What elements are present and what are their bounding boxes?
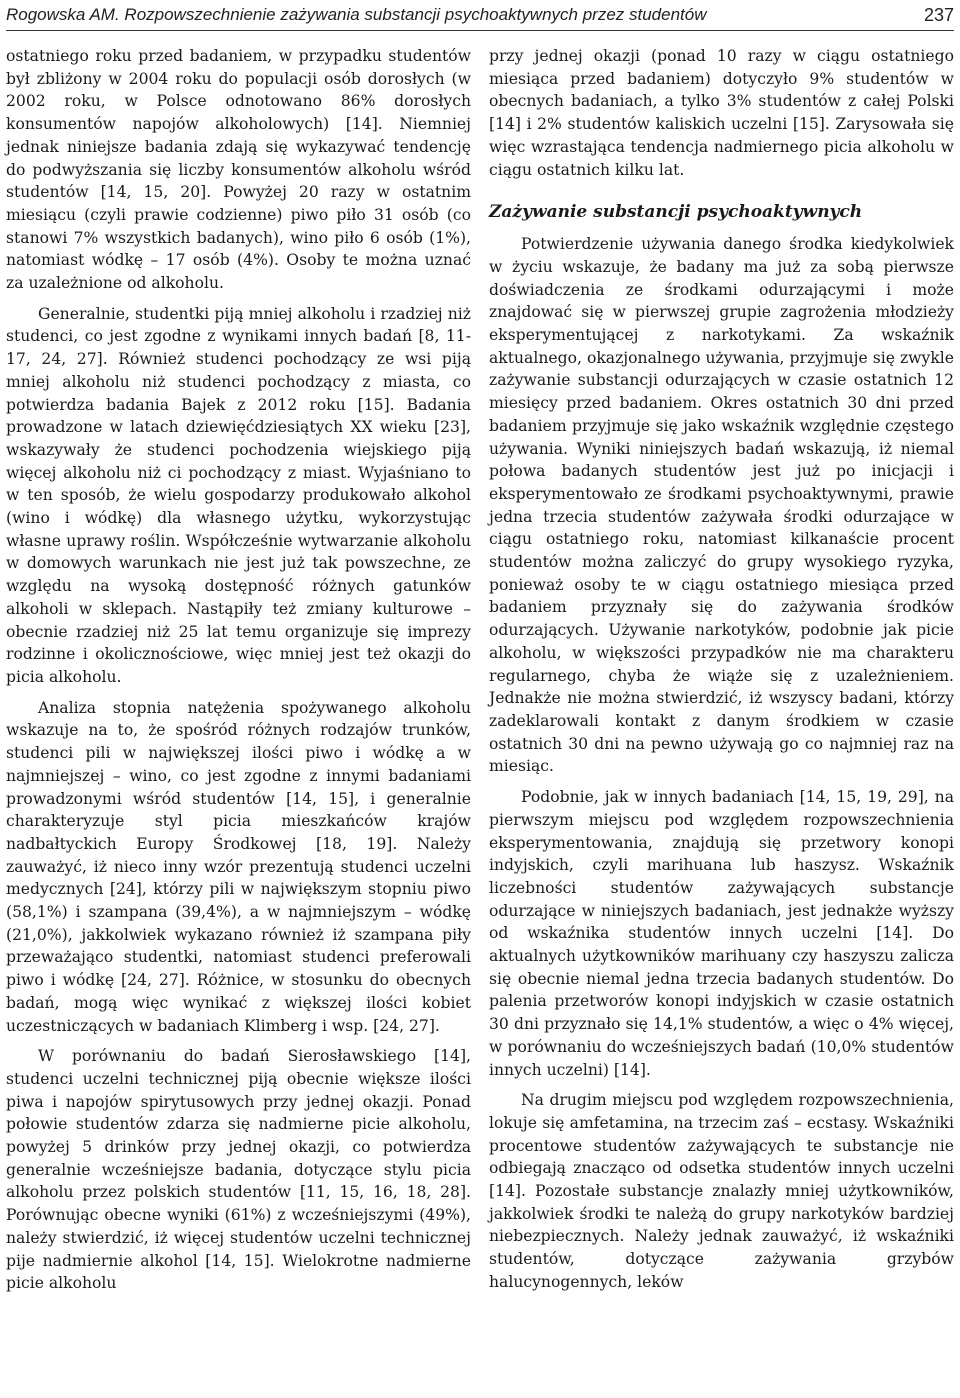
section-heading: Zażywanie substancji psychoaktywnych <box>489 202 863 223</box>
running-title: Rogowska AM. Rozpowszechnienie zażywania substancji psychoaktywnych przez studentów <box>6 5 707 24</box>
running-header <box>6 0 954 31</box>
body-columns <box>6 45 954 1295</box>
paragraph: W porównaniu do badań Sierosławskiego [14], studenci uczelni technicznej piją obecnie większe ilości piwa i napojów spirytusowych przy jednej okazji. Ponad połowie studentów zdarza się nadmierne picie alkoholu, powyżej 5 drinków przy jednej okazji, co potwierdza generalnie wcześniejsze badania, dotyczące stylu picia alkoholu przez polskich studentów [11, 15, 16, 18, 28]. Porównując obecne wyniki (61%) z wcześniejszymi (49%), należy stwierdzić, iż więcej studentów uczelni technicznej pije nadmiernie alkohol [14, 15]. Wielokrotne nadmierne picie alkoholu <box>6 1047 471 1293</box>
right-column <box>489 45 954 1295</box>
paragraph: Analiza stopnia natężenia spożywanego alkoholu wskazuje na to, że spośród różnych rodzajów trunków, studenci pili w największej ilości piwo i wódkę a w najmniejszej – wino, co jest zgodne z innymi badaniami prowadzonymi wśród studentów [14, 15], i generalnie charakteryzuje styl picia mieszkańców krajów nadbałtyckich Europy Środkowej [18, 19]. Należy zauważyć, iż nieco inny wzór prezentują studenci uczelni medycznych [24], którzy pili w największym stopniu piwo (58,1%) i szampana (39,4%), a w najmniejszym – wódkę (21,0%), jakkolwiek wykazano również iż szampana piły przeważająco studentki, natomiast studenci preferowali piwo i wódkę [24, 27]. Różnice, w stosunku do obecnych badań, mogą więc wynikać z większej ilości kobiet uczestniczących w badaniach Klimberg i wsp. [24, 27]. <box>6 698 471 1035</box>
paragraph: ostatniego roku przed badaniem, w przypadku studentów był zbliżony w 2004 roku do populacji osób dorosłych (w 2002 roku, w Polsce odnotowano 86% dorosłych konsumentów napojów alkoholowych) [14]. Niemniej jednak niniejsze badania zdają się wykazywać tendencję do podwyższania się liczby konsumentów alkoholu wśród studentów [14, 15, 20]. Powyżej 20 razy w ostatnim miesiącu (czyli prawie codzienne) piwo piło 31 osób (co stanowi 7% wszystkich badanych), wino piło 6 osób (1%), natomiast wódkę – 17 osób (4%). Osoby te można uznać za uzależnione od alkoholu. <box>6 47 471 293</box>
paragraph: Podobnie, jak w innych badaniach [14, 15, 19, 29], na pierwszym miejscu pod względem rozpowszechnienia eksperymentowania, znajdują się przetwory konopi indyjskich, czyli marihuana lub haszysz. Wskaźnik liczebności studentów zażywających substancje odurzające w niniejszych badaniach, jest jednakże wyższy od wskaźnika studentów innych uczelni [14]. Do aktualnych użytkowników marihuany czy haszyszu zalicza się obecnie niemal jedna trzecia badanych studentów. Do palenia przetworów konopi indyjskich w czasie ostatnich 30 dni przyznało się 14,1% studentów, a więc o 4% więcej, w porównaniu do wcześniejszych badań (10,0% studentów innych uczelni) [14]. <box>489 788 954 1079</box>
left-column <box>6 45 471 1295</box>
paragraph: Na drugim miejscu pod względem rozpowszechnienia, lokuje się amfetamina, na trzecim zaś – ecstasy. Wskaźniki procentowe studentów zażywających te substancje nie odbiegają znacząco od odsetka studentów innych uczelni [14]. Pozostałe substancje znalazły mniej użytkowników, jakkolwiek środki te należą do grupy narkotyków bardziej niebezpiecznych. Należy jednak zauważyć, iż wskaźniki studentów, dotyczące zażywania grzybów halucynogennych, leków <box>489 1091 954 1291</box>
paragraph: Potwierdzenie używania danego środka kiedykolwiek w życiu wskazuje, że badany ma już za sobą pierwsze doświadczenia ze środkami odurzającymi i może znajdować się w pierwszej grupie zagrożenia młodzieży eksperymentującej z narkotykami. Za wskaźnik aktualnego, okazjonalnego używania, przyjmuje się zwykle zażywanie substancji odurzających w czasie ostatnich 12 miesięcy przed badaniem. Okres ostatnich 30 dni przed badaniem przyjmuje się jako wskaźnik względnie częstego używania. Wyniki niniejszych badań wskazują, iż niemal połowa badanych studentów jest już po inicjacji i eksperymentowało ze środkami psychoaktywnymi, prawie jedna trzecia studentów zażywała środki odurzające w ciągu ostatniego roku, natomiast kilkanaście procent studentów można zaliczyć do grupy wysokiego ryzyka, ponieważ osoby te w ciągu ostatniego miesiąca przed badaniem przyznały się do zażywania środków odurzających. Używanie narkotyków, podobnie jak picie alkoholu, w większości przypadków nie ma charakteru regularnego, chyba że wiąże się z uzależnieniem. Jednakże nie można stwierdzić, iż wszyscy badani, którzy zadeklarowali kontakt z danym środkiem w czasie ostatnich 30 dni na pewno używają go co najmniej raz na miesiąc. <box>489 235 954 776</box>
paragraph: Generalnie, studentki piją mniej alkoholu i rzadziej niż studenci, co jest zgodne z wynikami innych badań [8, 11-17, 24, 27]. Również studenci pochodzący ze wsi piją mniej alkoholu niż studenci pochodzący z miasta, co potwierdza badania Bajek z 2012 roku [15]. Badania prowadzone w latach dziewięćdziesiątych XX wieku [23], wskazywały że studenci pochodzenia wiejskiego piją więcej alkoholu niż ci pochodzący z miast. Wyjaśniano to w ten sposób, że wielu gospodarzy produkowało alkohol (wino i wódkę) dla własnego użytku, wykorzystując własne uprawy roślin. Współcześnie wytwarzanie alkoholu w domowych warunkach nie jest już tak powszechne, ze względu na wysoką dostępność różnych gatunków alkoholi w sklepach. Nastąpiły też zmiany kulturowe – obecnie rzadziej niż 25 lat temu organizuje się imprezy rodzinne i okolicznościowe, więc mniej jest też okazji do picia alkoholu. <box>6 304 471 686</box>
page-number: 237 <box>923 4 954 25</box>
paragraph: przy jednej okazji (ponad 10 razy w ciągu ostatniego miesiąca przed badaniem) dotyczyło 9% studentów w obecnych badaniach, a tylko 3% studentów z całej Polski [14] i 2% studentów kaliskich uczelni [15]. Zarysowała się więc wzrastająca tendencja nadmiernego picia alkoholu w ciągu ostatnich kilku lat. <box>489 47 954 179</box>
